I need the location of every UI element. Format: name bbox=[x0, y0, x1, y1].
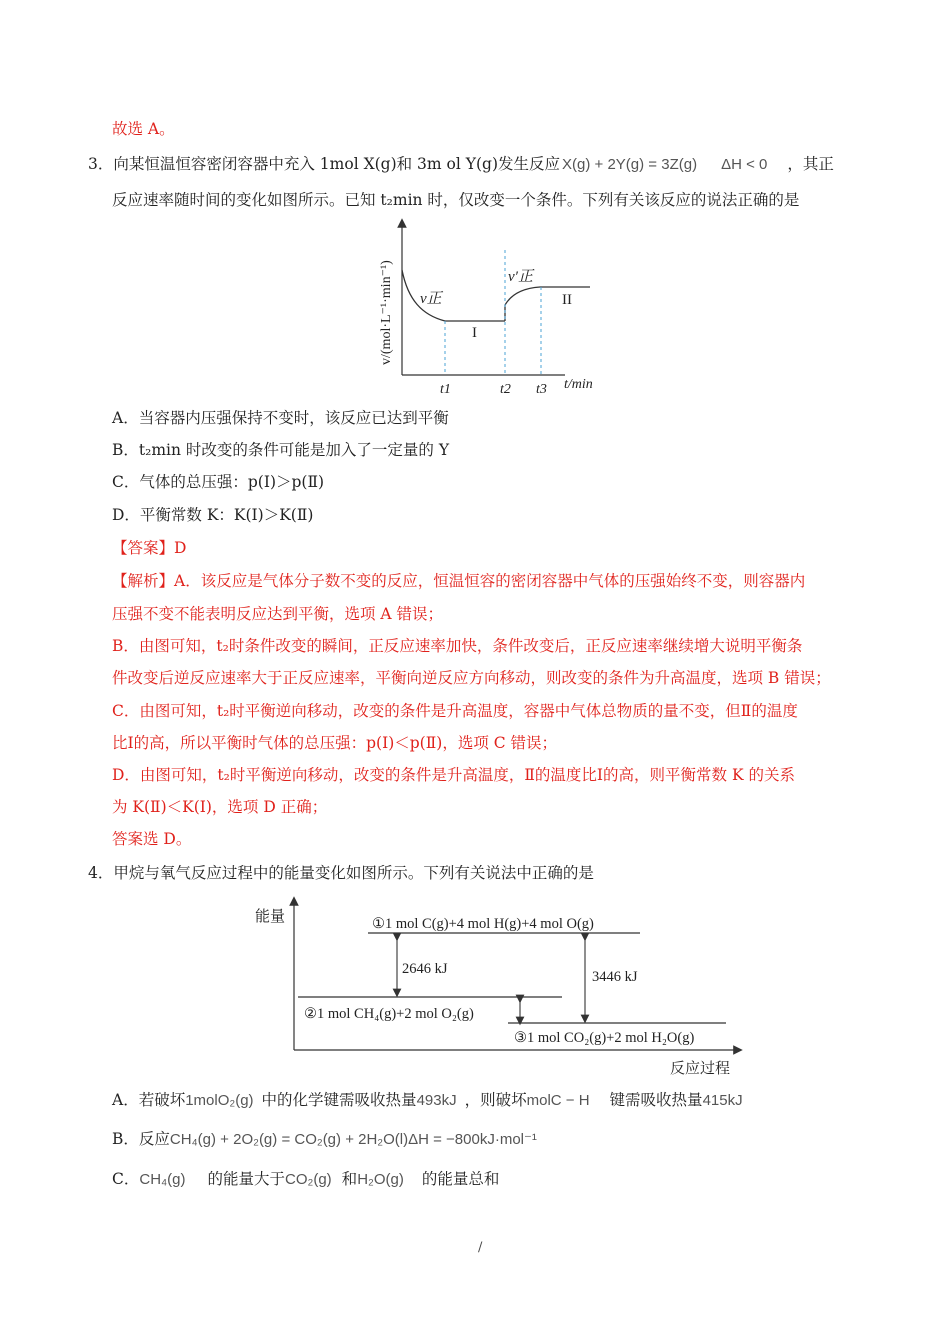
q3-stem-part2: ，其正 bbox=[787, 155, 834, 173]
q4-level-2-label: ②1 mol CH₄(g)+2 mol O₂(g) bbox=[304, 1006, 474, 1022]
q4-c-text1: C． bbox=[112, 1170, 140, 1188]
q3-x-axis-label: t/min bbox=[564, 377, 593, 392]
q3-tick-t2: t2 bbox=[500, 382, 511, 397]
q4-option-b bbox=[112, 1129, 537, 1150]
q3-stem-line2: 反应速率随时间的变化如图所示。已知 t₂min 时，仅改变一个条件。下列有关该反应的说法正确的是 bbox=[112, 191, 800, 209]
q3-reaction-formula: X(g) + 2Y(g) = 3Z(g) bbox=[562, 156, 698, 173]
q4-a-text3: ，则破坏 bbox=[464, 1091, 527, 1109]
q3-y-axis-label: v/(mol·L⁻¹·min⁻¹) bbox=[379, 260, 394, 365]
q3-analysis-line3: B．由图可知，t₂时条件改变的瞬间，正反应速率加快，条件改变后，正反应速率继续增大说明平衡条 bbox=[112, 637, 803, 655]
q3-analysis-line5: C．由图可知，t₂时平衡逆向移动，改变的条件是升高温度，容器中气体总物质的量不变，但Ⅱ的温度 bbox=[112, 702, 798, 720]
page-footer: / bbox=[478, 1240, 483, 1255]
q4-option-a bbox=[112, 1090, 743, 1111]
q3-region-I: I bbox=[472, 325, 477, 341]
q3-analysis-line4: 件改变后逆反应速率大于正反应速率，平衡向逆反应方向移动，则改变的条件为升高温度，选项 B 错误； bbox=[112, 669, 831, 687]
q3-analysis-line6: 比Ⅰ的高，所以平衡时气体的总压强：p(Ⅰ)＜p(Ⅱ)，选项 C 错误； bbox=[112, 734, 558, 752]
q4-gap-3446: 3446 kJ bbox=[592, 969, 638, 985]
q3-answer: 【答案】D bbox=[112, 539, 187, 557]
q4-stem-text: 甲烷与氧气反应过程中的能量变化如图所示。下列有关说法中正确的是 bbox=[113, 864, 594, 882]
q4-a-formula-ch: molC − H bbox=[526, 1092, 590, 1109]
q4-gap-2646: 2646 kJ bbox=[402, 961, 448, 977]
q3-analysis-line7: D．由图可知，t₂时平衡逆向移动，改变的条件是升高温度，Ⅱ的温度比Ⅰ的高，则平衡常数 K 的关系 bbox=[112, 766, 795, 784]
q4-c-formula-h2o: H₂O(g) bbox=[357, 1171, 404, 1188]
q3-enthalpy: ΔH < 0 bbox=[721, 156, 768, 173]
q4-level-3-label: ③1 mol CO₂(g)+2 mol H₂O(g) bbox=[514, 1030, 695, 1046]
q4-level-1-label: ①1 mol C(g)+4 mol H(g)+4 mol O(g) bbox=[372, 916, 594, 932]
q4-number: 4． bbox=[88, 864, 114, 882]
q3-stem-part1: 向某恒温恒容密闭容器中充入 1mol X(g)和 3m ol Y(g)发生反应 bbox=[113, 155, 561, 173]
q4-c-formula-ch4: CH₄(g) bbox=[139, 1171, 186, 1188]
q4-b-text1: B．反应 bbox=[112, 1130, 170, 1148]
q3-option-b: B．t₂min 时改变的条件可能是加入了一定量的 Y bbox=[112, 441, 450, 459]
q4-a-formula-o2: 1molO₂(g) bbox=[185, 1092, 254, 1109]
q3-stem-line1 bbox=[88, 154, 834, 175]
q3-label-v-forward: v正 bbox=[420, 291, 442, 307]
q3-label-v-forward-prime: v′正 bbox=[508, 269, 533, 285]
q4-a-text1: A．若破坏 bbox=[112, 1091, 186, 1109]
q3-option-c: C．气体的总压强：p(Ⅰ)＞p(Ⅱ) bbox=[112, 473, 325, 491]
q3-rate-time-graph bbox=[360, 215, 620, 400]
q4-x-axis-label: 反应过程 bbox=[670, 1061, 731, 1077]
q3-curve-v-forward bbox=[402, 270, 505, 321]
q3-number: 3． bbox=[88, 155, 114, 173]
q4-stem bbox=[88, 863, 594, 883]
q4-option-c bbox=[112, 1169, 499, 1190]
q3-analysis-line8: 为 K(Ⅱ)＜K(Ⅰ)，选项 D 正确； bbox=[112, 798, 328, 816]
q3-analysis-text: A．该反应是气体分子数不变的反应，恒温恒容的密闭容器中气体的压强始终不变，则容器内 bbox=[174, 572, 806, 590]
q3-analysis-line1 bbox=[112, 571, 805, 591]
q4-c-text4: 的能量总和 bbox=[421, 1170, 500, 1188]
q4-y-axis-label: 能量 bbox=[255, 909, 286, 925]
q4-energy-diagram bbox=[250, 895, 750, 1077]
q3-analysis-line9: 答案选 D。 bbox=[112, 830, 192, 848]
q4-a-formula-493: 493kJ bbox=[416, 1092, 457, 1109]
q4-c-text2: 的能量大于 bbox=[207, 1170, 286, 1188]
q4-a-text2: 中的化学键需吸收热量 bbox=[261, 1091, 417, 1109]
q4-a-formula-415: 415kJ bbox=[702, 1092, 743, 1109]
q3-analysis-tag: 【解析】 bbox=[112, 572, 175, 590]
q3-option-d: D．平衡常数 K：K(Ⅰ)＞K(Ⅱ) bbox=[112, 506, 314, 524]
q4-a-text4: 键需吸收热量 bbox=[609, 1091, 703, 1109]
q4-c-text3: 和 bbox=[341, 1170, 358, 1188]
q4-b-formula: CH₄(g) + 2O₂(g) = CO₂(g) + 2H₂O(l)ΔH = −800kJ·mol⁻¹ bbox=[169, 1131, 537, 1148]
q3-tick-t1: t1 bbox=[440, 382, 451, 397]
q3-curve-v-forward-prime bbox=[505, 287, 590, 321]
q4-c-formula-co2: CO₂(g) bbox=[285, 1171, 332, 1188]
q3-analysis-line2: 压强不变不能表明反应达到平衡，选项 A 错误； bbox=[112, 605, 444, 623]
prev-answer-line: 故选 A。 bbox=[112, 120, 175, 138]
q3-option-a: A．当容器内压强保持不变时，该反应已达到平衡 bbox=[112, 409, 449, 427]
q3-region-II: II bbox=[562, 292, 572, 308]
q3-tick-t3: t3 bbox=[536, 382, 547, 397]
